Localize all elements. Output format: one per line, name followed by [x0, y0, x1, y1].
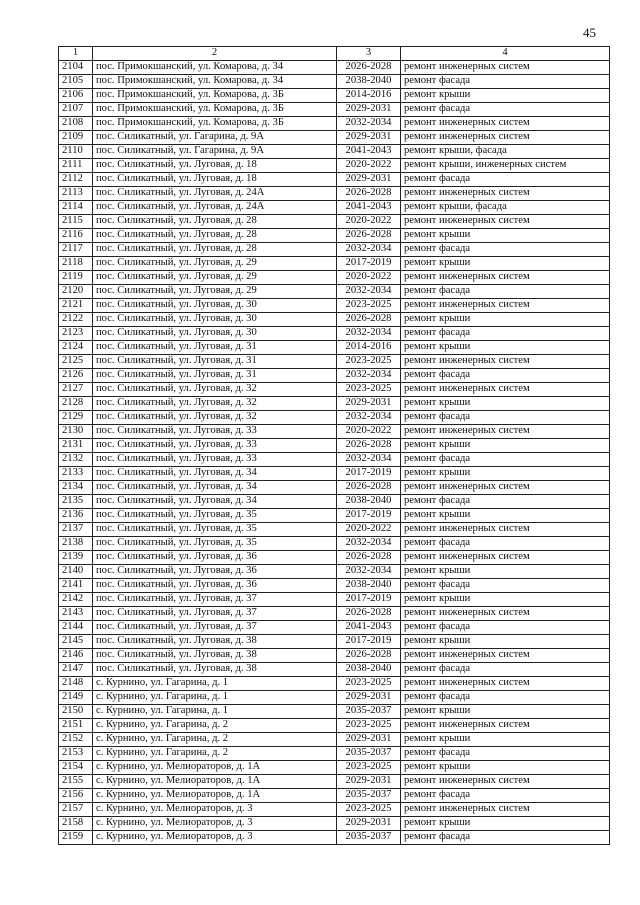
work-type-cell: ремонт инженерных систем [401, 383, 610, 397]
table-row [59, 649, 610, 663]
row-number-cell: 2119 [59, 271, 93, 285]
row-number-cell: 2125 [59, 355, 93, 369]
period-cell: 2029-2031 [337, 733, 401, 747]
work-type-cell: ремонт инженерных систем [401, 607, 610, 621]
period-cell: 2026-2028 [337, 551, 401, 565]
address-cell: пос. Силикатный, ул. Луговая, д. 29 [93, 271, 337, 285]
work-type-cell: ремонт фасада [401, 579, 610, 593]
row-number-cell: 2153 [59, 747, 93, 761]
table-row [59, 495, 610, 509]
page-number: 45 [583, 25, 596, 40]
address-cell: пос. Силикатный, ул. Луговая, д. 32 [93, 383, 337, 397]
work-type-cell: ремонт инженерных систем [401, 481, 610, 495]
period-cell: 2038-2040 [337, 75, 401, 89]
work-type-cell: ремонт инженерных систем [401, 551, 610, 565]
address-cell: пос. Силикатный, ул. Гагарина, д. 9А [93, 131, 337, 145]
period-cell: 2029-2031 [337, 103, 401, 117]
table-row [59, 173, 610, 187]
row-number-cell: 2113 [59, 187, 93, 201]
row-number-cell: 2154 [59, 761, 93, 775]
period-cell: 2023-2025 [337, 677, 401, 691]
work-type-cell: ремонт фасада [401, 285, 610, 299]
row-number-cell: 2138 [59, 537, 93, 551]
row-number-cell: 2112 [59, 173, 93, 187]
address-cell: пос. Силикатный, ул. Луговая, д. 32 [93, 411, 337, 425]
period-cell: 2032-2034 [337, 117, 401, 131]
work-type-cell: ремонт крыши [401, 439, 610, 453]
period-cell: 2014-2016 [337, 89, 401, 103]
table-row [59, 425, 610, 439]
row-number-cell: 2105 [59, 75, 93, 89]
period-cell: 2017-2019 [337, 467, 401, 481]
table-row [59, 299, 610, 313]
row-number-cell: 2114 [59, 201, 93, 215]
period-cell: 2026-2028 [337, 481, 401, 495]
address-cell: пос. Силикатный, ул. Луговая, д. 36 [93, 579, 337, 593]
table-row [59, 355, 610, 369]
period-cell: 2035-2037 [337, 705, 401, 719]
table-row [59, 103, 610, 117]
work-type-cell: ремонт фасада [401, 243, 610, 257]
row-number-cell: 2149 [59, 691, 93, 705]
row-number-cell: 2116 [59, 229, 93, 243]
table-row [59, 341, 610, 355]
address-cell: пос. Силикатный, ул. Луговая, д. 34 [93, 495, 337, 509]
address-cell: пос. Силикатный, ул. Луговая, д. 30 [93, 299, 337, 313]
work-type-cell: ремонт инженерных систем [401, 215, 610, 229]
period-cell: 2017-2019 [337, 509, 401, 523]
work-type-cell: ремонт инженерных систем [401, 271, 610, 285]
address-cell: пос. Силикатный, ул. Луговая, д. 33 [93, 439, 337, 453]
period-cell: 2026-2028 [337, 187, 401, 201]
period-cell: 2023-2025 [337, 383, 401, 397]
address-cell: пос. Силикатный, ул. Луговая, д. 34 [93, 481, 337, 495]
period-cell: 2038-2040 [337, 579, 401, 593]
table-row [59, 453, 610, 467]
period-cell: 2035-2037 [337, 789, 401, 803]
address-cell: пос. Силикатный, ул. Луговая, д. 31 [93, 355, 337, 369]
period-cell: 2035-2037 [337, 831, 401, 845]
row-number-cell: 2117 [59, 243, 93, 257]
address-cell: пос. Силикатный, ул. Луговая, д. 24А [93, 201, 337, 215]
address-cell: пос. Силикатный, ул. Луговая, д. 34 [93, 467, 337, 481]
period-cell: 2014-2016 [337, 341, 401, 355]
period-cell: 2032-2034 [337, 369, 401, 383]
address-cell: пос. Силикатный, ул. Луговая, д. 24А [93, 187, 337, 201]
table-row [59, 551, 610, 565]
period-cell: 2032-2034 [337, 243, 401, 257]
table-row [59, 509, 610, 523]
period-cell: 2029-2031 [337, 397, 401, 411]
address-cell: пос. Силикатный, ул. Луговая, д. 28 [93, 215, 337, 229]
work-type-cell: ремонт крыши [401, 89, 610, 103]
work-type-cell: ремонт инженерных систем [401, 803, 610, 817]
period-cell: 2020-2022 [337, 159, 401, 173]
work-type-cell: ремонт крыши, инженерных систем [401, 159, 610, 173]
period-cell: 2029-2031 [337, 131, 401, 145]
work-type-cell: ремонт крыши [401, 467, 610, 481]
period-cell: 2026-2028 [337, 607, 401, 621]
work-type-cell: ремонт фасада [401, 663, 610, 677]
table-row [59, 215, 610, 229]
row-number-cell: 2146 [59, 649, 93, 663]
period-cell: 2041-2043 [337, 145, 401, 159]
table-row [59, 131, 610, 145]
period-cell: 2038-2040 [337, 663, 401, 677]
address-cell: пос. Силикатный, ул. Луговая, д. 31 [93, 369, 337, 383]
period-cell: 2023-2025 [337, 355, 401, 369]
address-cell: пос. Силикатный, ул. Луговая, д. 35 [93, 523, 337, 537]
row-number-cell: 2152 [59, 733, 93, 747]
work-type-cell: ремонт крыши [401, 733, 610, 747]
address-cell: с. Курнино, ул. Гагарина, д. 1 [93, 705, 337, 719]
work-type-cell: ремонт инженерных систем [401, 117, 610, 131]
table-row [59, 187, 610, 201]
row-number-cell: 2130 [59, 425, 93, 439]
row-number-cell: 2127 [59, 383, 93, 397]
row-number-cell: 2155 [59, 775, 93, 789]
address-cell: с. Курнино, ул. Гагарина, д. 2 [93, 747, 337, 761]
table-row [59, 747, 610, 761]
table-row [59, 537, 610, 551]
period-cell: 2032-2034 [337, 453, 401, 467]
row-number-cell: 2139 [59, 551, 93, 565]
table-row [59, 201, 610, 215]
table-row [59, 439, 610, 453]
row-number-cell: 2157 [59, 803, 93, 817]
work-type-cell: ремонт крыши [401, 341, 610, 355]
work-type-cell: ремонт крыши [401, 509, 610, 523]
table-row [59, 677, 610, 691]
table-row [59, 145, 610, 159]
work-type-cell: ремонт крыши [401, 705, 610, 719]
work-type-cell: ремонт крыши [401, 761, 610, 775]
row-number-cell: 2143 [59, 607, 93, 621]
work-type-cell: ремонт инженерных систем [401, 677, 610, 691]
address-cell: пос. Силикатный, ул. Луговая, д. 18 [93, 173, 337, 187]
period-cell: 2023-2025 [337, 719, 401, 733]
row-number-cell: 2140 [59, 565, 93, 579]
table-row [59, 593, 610, 607]
period-cell: 2020-2022 [337, 425, 401, 439]
row-number-cell: 2110 [59, 145, 93, 159]
period-cell: 2041-2043 [337, 621, 401, 635]
table-row [59, 467, 610, 481]
address-cell: пос. Силикатный, ул. Луговая, д. 30 [93, 327, 337, 341]
table-row [59, 803, 610, 817]
table-row [59, 327, 610, 341]
address-cell: пос. Примокшанский, ул. Комарова, д. 34 [93, 61, 337, 75]
address-cell: пос. Силикатный, ул. Луговая, д. 36 [93, 551, 337, 565]
address-cell: пос. Силикатный, ул. Луговая, д. 38 [93, 635, 337, 649]
repair-schedule-table [58, 46, 610, 845]
address-cell: пос. Силикатный, ул. Луговая, д. 37 [93, 607, 337, 621]
work-type-cell: ремонт инженерных систем [401, 523, 610, 537]
work-type-cell: ремонт фасада [401, 831, 610, 845]
address-cell: с. Курнино, ул. Гагарина, д. 1 [93, 677, 337, 691]
period-cell: 2026-2028 [337, 61, 401, 75]
row-number-cell: 2121 [59, 299, 93, 313]
table-row [59, 831, 610, 845]
address-cell: пос. Силикатный, ул. Луговая, д. 35 [93, 509, 337, 523]
work-type-cell: ремонт инженерных систем [401, 719, 610, 733]
work-type-cell: ремонт крыши [401, 313, 610, 327]
address-cell: пос. Силикатный, ул. Луговая, д. 33 [93, 425, 337, 439]
row-number-cell: 2159 [59, 831, 93, 845]
period-cell: 2017-2019 [337, 635, 401, 649]
work-type-cell: ремонт инженерных систем [401, 299, 610, 313]
table-row [59, 719, 610, 733]
work-type-cell: ремонт инженерных систем [401, 775, 610, 789]
table-row [59, 705, 610, 719]
work-type-cell: ремонт фасада [401, 621, 610, 635]
period-cell: 2023-2025 [337, 761, 401, 775]
table-row [59, 61, 610, 75]
table-row [59, 89, 610, 103]
address-cell: пос. Силикатный, ул. Луговая, д. 32 [93, 397, 337, 411]
work-type-cell: ремонт фасада [401, 103, 610, 117]
period-cell: 2020-2022 [337, 271, 401, 285]
work-type-cell: ремонт фасада [401, 789, 610, 803]
work-type-cell: ремонт инженерных систем [401, 649, 610, 663]
work-type-cell: ремонт фасада [401, 495, 610, 509]
row-number-cell: 2151 [59, 719, 93, 733]
address-cell: пос. Силикатный, ул. Луговая, д. 38 [93, 663, 337, 677]
address-cell: пос. Силикатный, ул. Луговая, д. 28 [93, 229, 337, 243]
row-number-cell: 2104 [59, 61, 93, 75]
address-cell: с. Курнино, ул. Мелиораторов, д. 1А [93, 789, 337, 803]
row-number-cell: 2122 [59, 313, 93, 327]
period-cell: 2029-2031 [337, 691, 401, 705]
period-cell: 2035-2037 [337, 747, 401, 761]
work-type-cell: ремонт крыши, фасада [401, 201, 610, 215]
table-row [59, 117, 610, 131]
address-cell: пос. Силикатный, ул. Луговая, д. 29 [93, 285, 337, 299]
table-row [59, 285, 610, 299]
table-row [59, 271, 610, 285]
work-type-cell: ремонт фасада [401, 75, 610, 89]
work-type-cell: ремонт крыши [401, 257, 610, 271]
row-number-cell: 2106 [59, 89, 93, 103]
table-row [59, 229, 610, 243]
address-cell: пос. Примокшанский, ул. Комарова, д. 3Б [93, 103, 337, 117]
table-row [59, 733, 610, 747]
row-number-cell: 2108 [59, 117, 93, 131]
work-type-cell: ремонт фасада [401, 453, 610, 467]
row-number-cell: 2124 [59, 341, 93, 355]
table-row [59, 565, 610, 579]
address-cell: с. Курнино, ул. Гагарина, д. 2 [93, 719, 337, 733]
address-cell: с. Курнино, ул. Гагарина, д. 2 [93, 733, 337, 747]
work-type-cell: ремонт крыши [401, 817, 610, 831]
address-cell: с. Курнино, ул. Мелиораторов, д. 3 [93, 831, 337, 845]
work-type-cell: ремонт инженерных систем [401, 61, 610, 75]
work-type-cell: ремонт фасада [401, 747, 610, 761]
address-cell: пос. Силикатный, ул. Луговая, д. 31 [93, 341, 337, 355]
row-number-cell: 2131 [59, 439, 93, 453]
row-number-cell: 2136 [59, 509, 93, 523]
work-type-cell: ремонт фасада [401, 369, 610, 383]
table-row [59, 663, 610, 677]
period-cell: 2041-2043 [337, 201, 401, 215]
table-row [59, 789, 610, 803]
table-row [59, 75, 610, 89]
work-type-cell: ремонт инженерных систем [401, 187, 610, 201]
row-number-cell: 2148 [59, 677, 93, 691]
period-cell: 2029-2031 [337, 775, 401, 789]
row-number-cell: 2137 [59, 523, 93, 537]
work-type-cell: ремонт крыши [401, 565, 610, 579]
row-number-cell: 2126 [59, 369, 93, 383]
work-type-cell: ремонт крыши [401, 593, 610, 607]
work-type-cell: ремонт фасада [401, 691, 610, 705]
row-number-cell: 2147 [59, 663, 93, 677]
table-row [59, 313, 610, 327]
table-row [59, 397, 610, 411]
address-cell: пос. Силикатный, ул. Луговая, д. 30 [93, 313, 337, 327]
column-header-work-type: 4 [401, 47, 610, 61]
address-cell: пос. Силикатный, ул. Луговая, д. 37 [93, 621, 337, 635]
address-cell: пос. Примокшанский, ул. Комарова, д. 34 [93, 75, 337, 89]
address-cell: пос. Примокшанский, ул. Комарова, д. 3Б [93, 117, 337, 131]
address-cell: пос. Силикатный, ул. Луговая, д. 37 [93, 593, 337, 607]
period-cell: 2026-2028 [337, 313, 401, 327]
period-cell: 2029-2031 [337, 173, 401, 187]
address-cell: пос. Силикатный, ул. Луговая, д. 28 [93, 243, 337, 257]
table-row [59, 621, 610, 635]
period-cell: 2017-2019 [337, 257, 401, 271]
period-cell: 2020-2022 [337, 215, 401, 229]
address-cell: пос. Силикатный, ул. Гагарина, д. 9А [93, 145, 337, 159]
table-row [59, 635, 610, 649]
table-row [59, 411, 610, 425]
work-type-cell: ремонт фасада [401, 327, 610, 341]
table-row [59, 579, 610, 593]
work-type-cell: ремонт крыши [401, 635, 610, 649]
period-cell: 2038-2040 [337, 495, 401, 509]
period-cell: 2032-2034 [337, 565, 401, 579]
row-number-cell: 2158 [59, 817, 93, 831]
work-type-cell: ремонт фасада [401, 411, 610, 425]
row-number-cell: 2142 [59, 593, 93, 607]
address-cell: пос. Силикатный, ул. Луговая, д. 29 [93, 257, 337, 271]
row-number-cell: 2133 [59, 467, 93, 481]
row-number-cell: 2118 [59, 257, 93, 271]
row-number-cell: 2134 [59, 481, 93, 495]
address-cell: с. Курнино, ул. Мелиораторов, д. 1А [93, 761, 337, 775]
table-row [59, 761, 610, 775]
address-cell: пос. Силикатный, ул. Луговая, д. 35 [93, 537, 337, 551]
address-cell: с. Курнино, ул. Мелиораторов, д. 3 [93, 817, 337, 831]
row-number-cell: 2109 [59, 131, 93, 145]
period-cell: 2023-2025 [337, 803, 401, 817]
period-cell: 2032-2034 [337, 285, 401, 299]
period-cell: 2032-2034 [337, 537, 401, 551]
period-cell: 2017-2019 [337, 593, 401, 607]
period-cell: 2020-2022 [337, 523, 401, 537]
row-number-cell: 2156 [59, 789, 93, 803]
period-cell: 2026-2028 [337, 229, 401, 243]
address-cell: пос. Силикатный, ул. Луговая, д. 36 [93, 565, 337, 579]
period-cell: 2032-2034 [337, 327, 401, 341]
work-type-cell: ремонт инженерных систем [401, 131, 610, 145]
table-row [59, 257, 610, 271]
work-type-cell: ремонт инженерных систем [401, 425, 610, 439]
row-number-cell: 2115 [59, 215, 93, 229]
column-header-address: 2 [93, 47, 337, 61]
period-cell: 2026-2028 [337, 649, 401, 663]
work-type-cell: ремонт крыши [401, 397, 610, 411]
address-cell: пос. Силикатный, ул. Луговая, д. 38 [93, 649, 337, 663]
period-cell: 2032-2034 [337, 411, 401, 425]
row-number-cell: 2111 [59, 159, 93, 173]
period-cell: 2026-2028 [337, 439, 401, 453]
row-number-cell: 2145 [59, 635, 93, 649]
table-body [59, 61, 610, 845]
table-row [59, 775, 610, 789]
work-type-cell: ремонт крыши, фасада [401, 145, 610, 159]
address-cell: пос. Силикатный, ул. Луговая, д. 33 [93, 453, 337, 467]
table-row [59, 691, 610, 705]
table-row [59, 523, 610, 537]
address-cell: пос. Примокшанский, ул. Комарова, д. 3Б [93, 89, 337, 103]
table-header-row [59, 47, 610, 61]
address-cell: с. Курнино, ул. Мелиораторов, д. 1А [93, 775, 337, 789]
table-row [59, 817, 610, 831]
work-type-cell: ремонт фасада [401, 173, 610, 187]
address-cell: пос. Силикатный, ул. Луговая, д. 18 [93, 159, 337, 173]
table-row [59, 383, 610, 397]
column-header-period: 3 [337, 47, 401, 61]
table-row [59, 607, 610, 621]
work-type-cell: ремонт фасада [401, 537, 610, 551]
period-cell: 2029-2031 [337, 817, 401, 831]
row-number-cell: 2107 [59, 103, 93, 117]
row-number-cell: 2128 [59, 397, 93, 411]
row-number-cell: 2120 [59, 285, 93, 299]
address-cell: с. Курнино, ул. Мелиораторов, д. 3 [93, 803, 337, 817]
work-type-cell: ремонт крыши [401, 229, 610, 243]
row-number-cell: 2144 [59, 621, 93, 635]
column-header-number: 1 [59, 47, 93, 61]
work-type-cell: ремонт инженерных систем [401, 355, 610, 369]
table-row [59, 159, 610, 173]
table-row [59, 243, 610, 257]
row-number-cell: 2132 [59, 453, 93, 467]
row-number-cell: 2141 [59, 579, 93, 593]
row-number-cell: 2150 [59, 705, 93, 719]
row-number-cell: 2123 [59, 327, 93, 341]
address-cell: с. Курнино, ул. Гагарина, д. 1 [93, 691, 337, 705]
period-cell: 2023-2025 [337, 299, 401, 313]
table-row [59, 369, 610, 383]
row-number-cell: 2135 [59, 495, 93, 509]
row-number-cell: 2129 [59, 411, 93, 425]
table-row [59, 481, 610, 495]
